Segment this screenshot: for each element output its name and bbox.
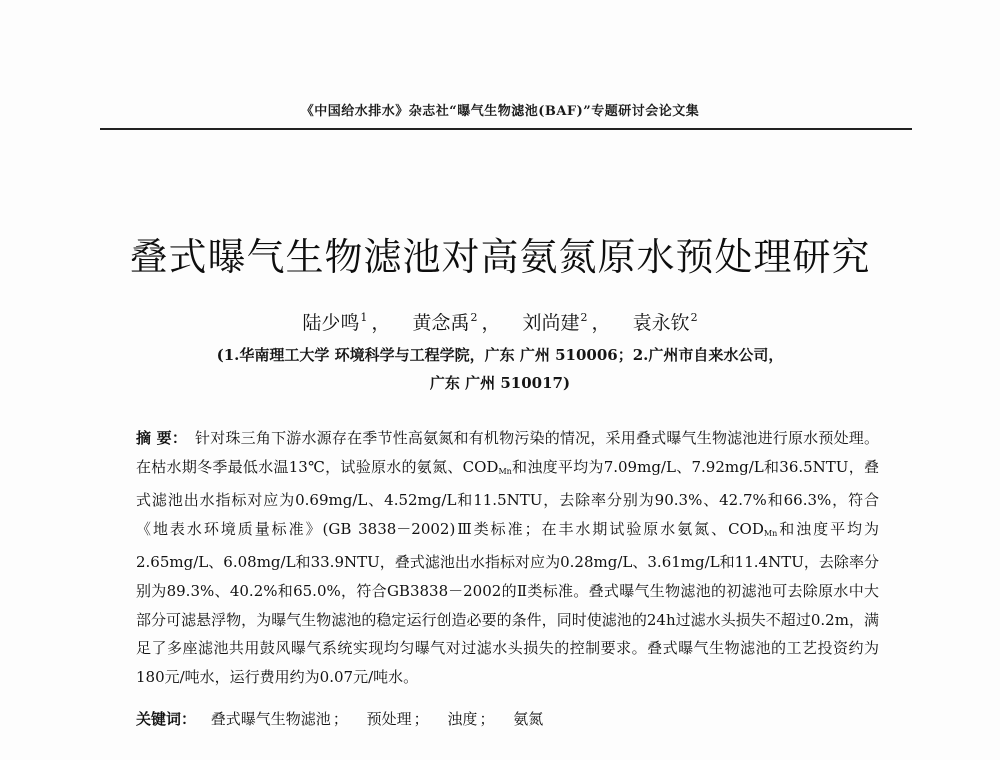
author-name: 黄念禹 xyxy=(412,312,470,334)
author-affiliation-mark: 2 xyxy=(690,311,698,324)
author-4 xyxy=(633,308,698,335)
author-1 xyxy=(302,308,367,335)
author-2 xyxy=(412,308,477,335)
abstract-text-part-2: 和浊度平均为7.09mg/L、7.92mg/L和36.5NTU，叠式滤池出水指标对应为0.69mg/L、4.52mg/L和11.5NTU，去除率分别为90.3%、42.7%和66.3%，符合《地表水环境质量标准》(GB 3838－2002)Ⅲ类标准；在丰水期试验原水氨氮、COD xyxy=(136,457,879,538)
author-affiliation-mark: 2 xyxy=(580,311,588,324)
abstract-text-part-3: 和浊度平均为2.65mg/L、6.08mg/L和33.9NTU，叠式滤池出水指标对应为0.28mg/L、3.61mg/L和11.4NTU，去除率分别为89.3%、40.2%和65.0%，符合GB3838－2002的Ⅱ类标准。叠式曝气生物滤池的初滤池可去除原水中大部分可滤悬浮物，为曝气生物滤池的稳定运行创造必要的条件，同时使滤池的24h过滤水头损失不超过0.2m，满足了多座滤池共用鼓风曝气系统实现均匀曝气对过滤水头损失的控制要求。叠式曝气生物滤池的工艺投资约为180元/吨水，运行费用约为0.07元/吨水。 xyxy=(136,519,879,686)
author-separator: ， xyxy=(371,312,391,334)
keywords xyxy=(136,708,879,729)
author-3 xyxy=(523,308,588,335)
author-affiliation-mark: 1 xyxy=(360,311,368,324)
paper-title: 叠式曝气生物滤池对高氨氮原水预处理研究 xyxy=(129,235,871,279)
cod-subscript: Mn xyxy=(763,528,778,538)
keyword: 叠式曝气生物滤池 xyxy=(210,710,331,728)
keyword-separator: ； xyxy=(413,710,429,728)
abstract xyxy=(136,424,879,691)
author-name: 袁永钦 xyxy=(632,312,690,334)
affiliation-line-2: 广东 广州 510017) xyxy=(429,374,571,392)
keyword-separator: ； xyxy=(332,710,348,728)
author-list xyxy=(0,308,1000,335)
keyword: 浊度 xyxy=(447,710,478,728)
author-affiliation-mark: 2 xyxy=(470,311,478,324)
author-separator: ， xyxy=(481,312,501,334)
running-header: 《中国给水排水》杂志社“曝气生物滤池(BAF)”专题研讨会论文集 xyxy=(300,104,700,119)
abstract-label: 摘 要： xyxy=(136,429,188,447)
author-name: 陆少鸣 xyxy=(302,312,360,334)
cod-subscript: Mn xyxy=(498,466,512,476)
author-name: 刘尚建 xyxy=(522,312,580,334)
keywords-label: 关键词： xyxy=(136,710,197,728)
keyword: 预处理 xyxy=(366,710,412,728)
header-rule xyxy=(100,128,912,130)
keyword: 氨氮 xyxy=(513,710,544,728)
affiliation-line-1: (1.华南理工大学 环境科学与工程学院，广东 广州 510006；2.广州市自来水公司， xyxy=(216,346,784,364)
author-separator: ， xyxy=(591,312,611,334)
abstract-text-part-1: 针对珠三角下游水源存在季节性高氨氮和有机物污染的情况，采用叠式曝气生物滤池进行原水预处理。在枯水期冬季最低水温13℃，试验原水的氨氮、COD xyxy=(136,429,879,476)
keyword-separator: ； xyxy=(479,710,495,728)
